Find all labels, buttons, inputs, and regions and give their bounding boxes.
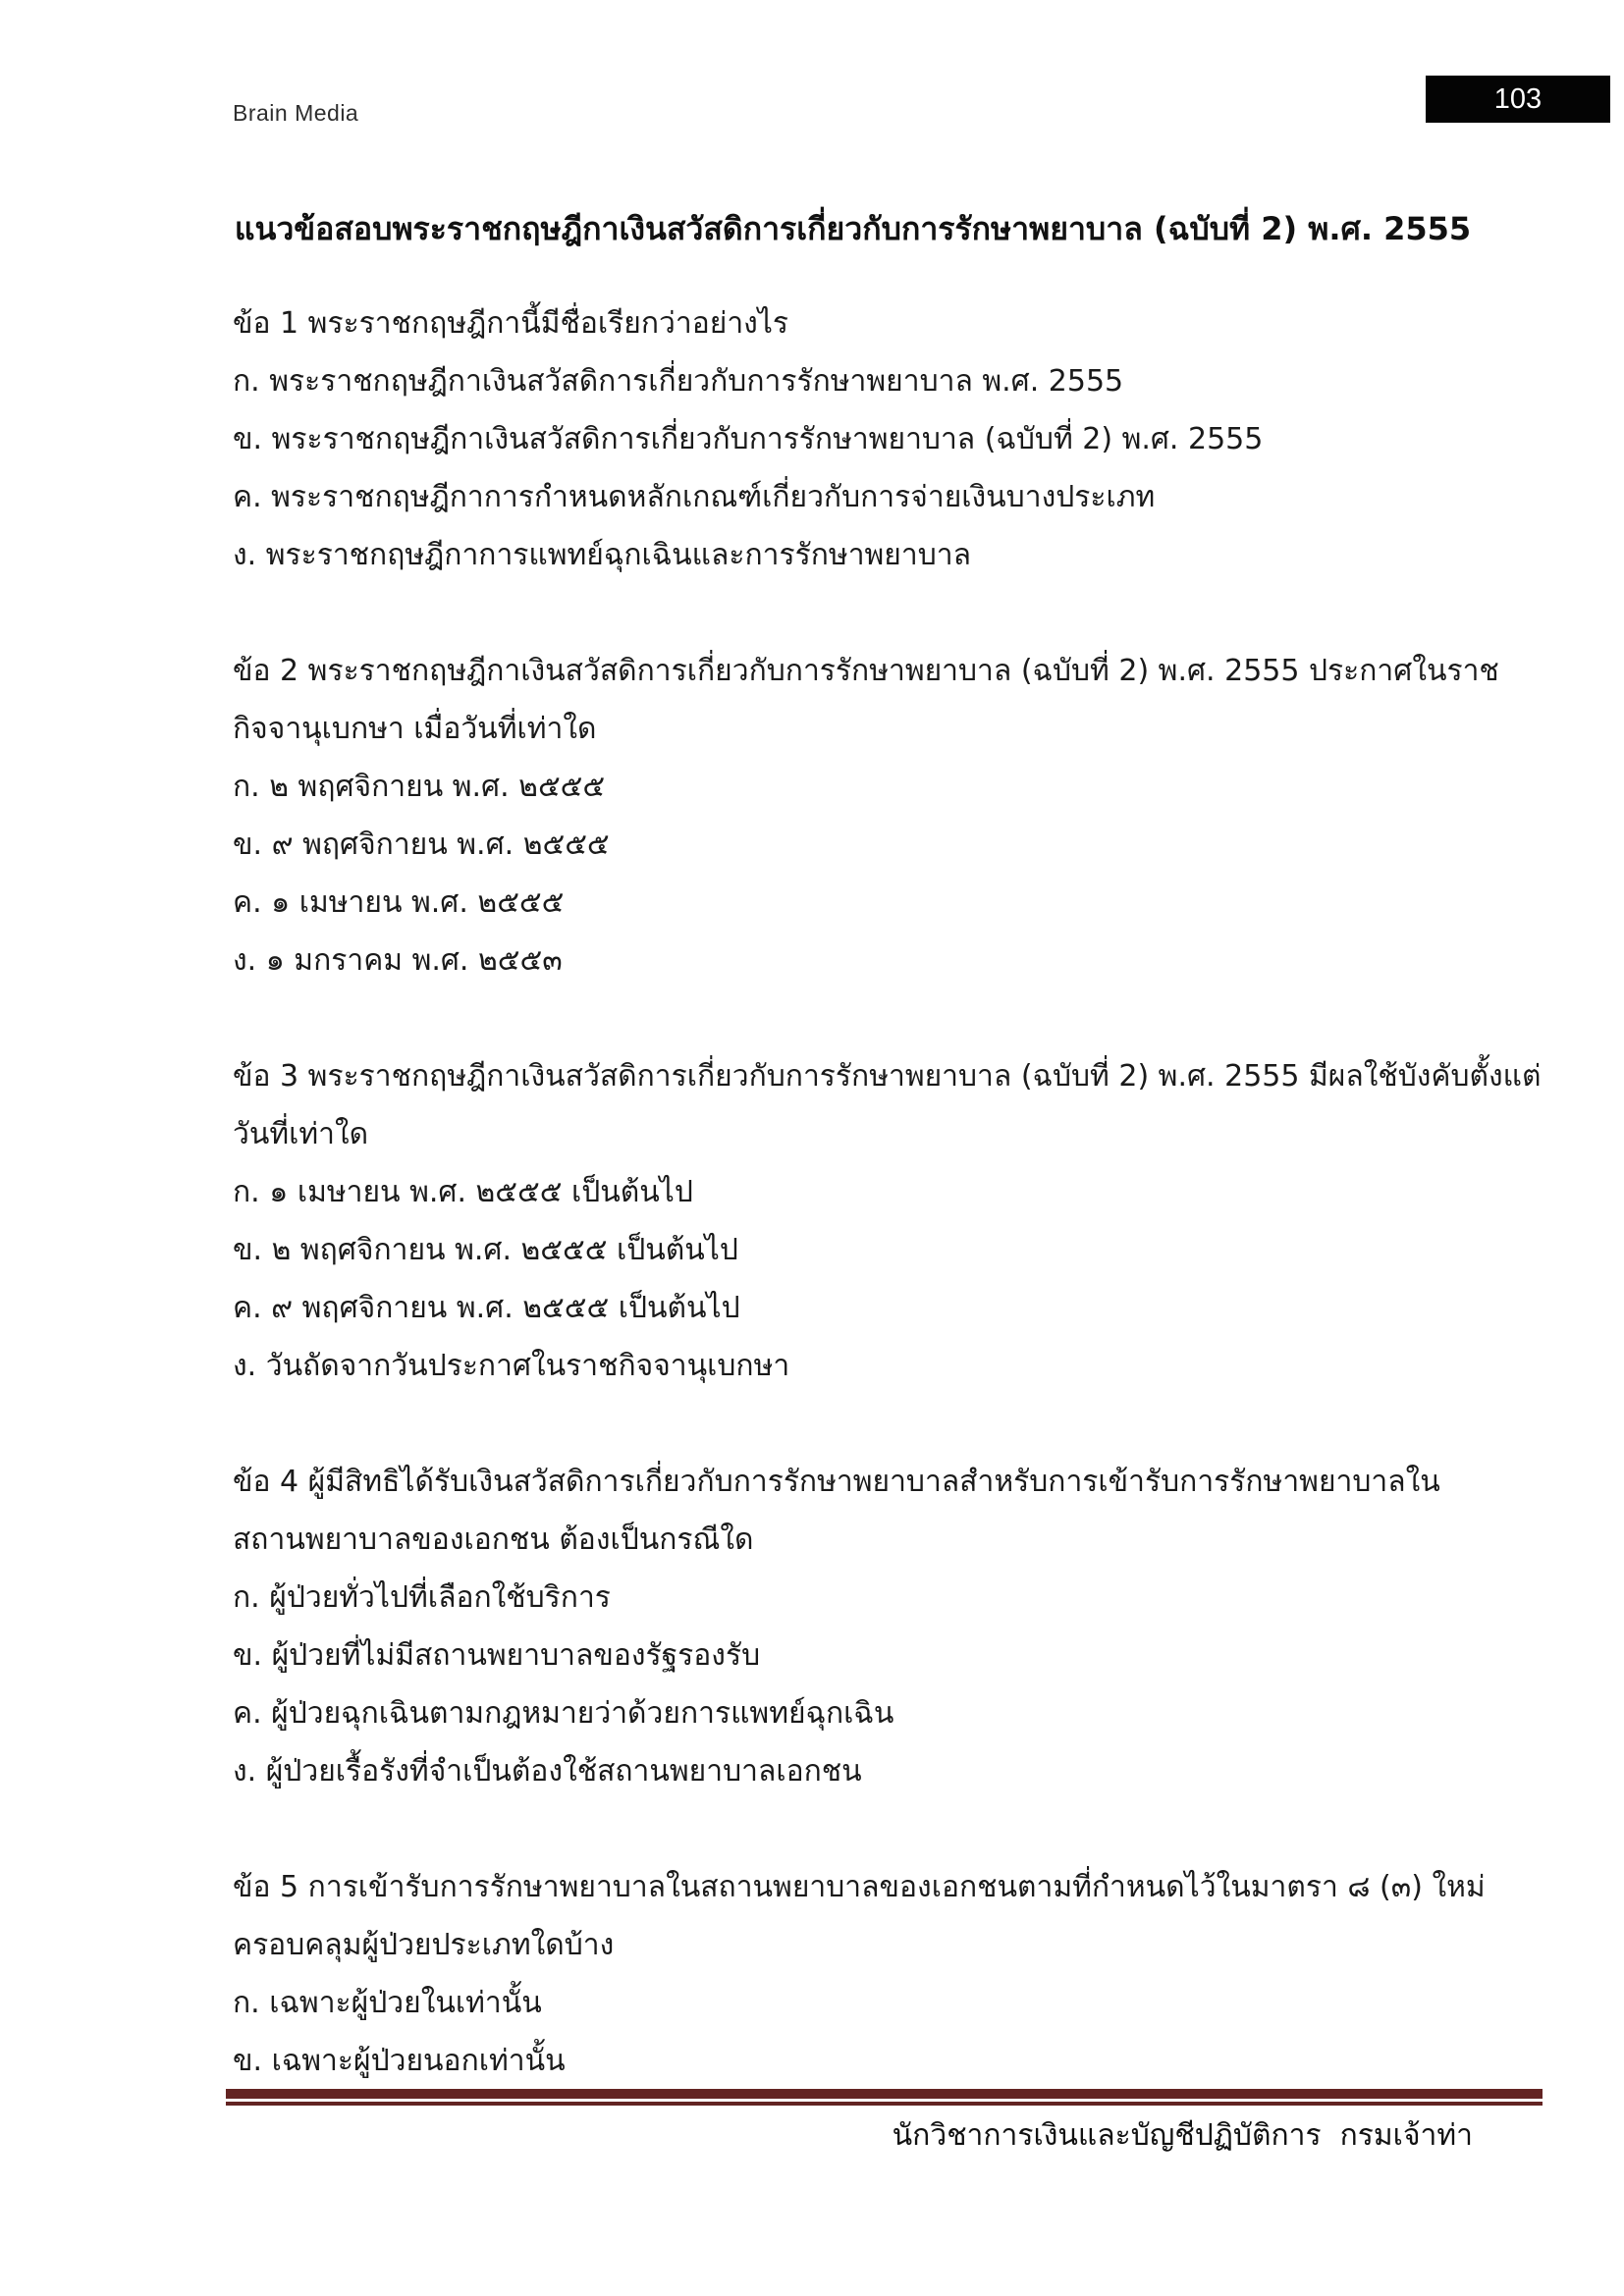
question-1-choice-d: ง. พระราชกฤษฎีกาการแพทย์ฉุกเฉินและการรักษาพยาบาล: [233, 538, 972, 572]
question-2-choice-c: ค. ๑ เมษายน พ.ศ. ๒๕๕๕: [233, 885, 565, 920]
question-4-text-line-2: สถานพยาบาลของเอกชน ต้องเป็นกรณีใด: [233, 1522, 754, 1557]
question-2-text-line-2: กิจจานุเบกษา เมื่อวันที่เท่าใด: [233, 712, 597, 746]
question-2-text-line-1: ข้อ 2 พระราชกฤษฎีกาเงินสวัสดิการเกี่ยวกับการรักษาพยาบาล (ฉบับที่ 2) พ.ศ. 2555 ประกาศในราช: [233, 654, 1499, 688]
footer-rule-thin-bar: [226, 2102, 1543, 2106]
spacer: [233, 989, 1509, 1047]
footer-credit: นักวิชาการเงินและบัญชีปฏิบัติการ กรมเจ้าท่า: [892, 2118, 1473, 2153]
footer-rule-thick-bar: [226, 2089, 1543, 2099]
question-4-text-line-1: ข้อ 4 ผู้มีสิทธิได้รับเงินสวัสดิการเกี่ยวกับการรักษาพยาบาลสำหรับการเข้ารับการรักษาพยาบาลใน: [233, 1465, 1440, 1499]
spacer: [233, 1395, 1509, 1453]
question-block-2: [233, 642, 1509, 989]
question-2-choice-a: ก. ๒ พฤศจิกายน พ.ศ. ๒๕๕๕: [233, 770, 606, 804]
question-block-4: [233, 1453, 1509, 1800]
question-1-text: ข้อ 1 พระราชกฤษฎีกานี้มีชื่อเรียกว่าอย่างไร: [233, 306, 789, 341]
question-list: [233, 294, 1542, 2090]
spacer: [233, 1800, 1509, 1858]
question-4-choice-c: ค. ผู้ป่วยฉุกเฉินตามกฎหมายว่าด้วยการแพทย์ฉุกเฉิน: [233, 1696, 894, 1731]
question-3-choice-a: ก. ๑ เมษายน พ.ศ. ๒๕๕๕ เป็นต้นไป: [233, 1175, 693, 1209]
question-1-choice-a: ก. พระราชกฤษฎีกาเงินสวัสดิการเกี่ยวกับการรักษาพยาบาล พ.ศ. 2555: [233, 364, 1124, 399]
brand-logo-text: Brain Media: [233, 100, 359, 126]
footer-rule: [226, 2089, 1543, 2106]
question-5-choice-a: ก. เฉพาะผู้ป่วยในเท่านั้น: [233, 1986, 542, 2020]
question-2-choice-d: ง. ๑ มกราคม พ.ศ. ๒๕๕๓: [233, 943, 563, 978]
page-number-badge: [1426, 76, 1610, 123]
question-1-choice-b: ข. พระราชกฤษฎีกาเงินสวัสดิการเกี่ยวกับการรักษาพยาบาล (ฉบับที่ 2) พ.ศ. 2555: [233, 422, 1264, 456]
question-1-choice-c: ค. พระราชกฤษฎีกาการกำหนดหลักเกณฑ์เกี่ยวกับการจ่ายเงินบางประเภท: [233, 480, 1156, 514]
question-3-text-line-2: วันที่เท่าใด: [233, 1117, 369, 1151]
question-block-3: [233, 1047, 1542, 1395]
question-block-1: [233, 294, 1509, 584]
question-4-choice-a: ก. ผู้ป่วยทั่วไปที่เลือกใช้บริการ: [233, 1580, 611, 1615]
spacer: [233, 584, 1509, 642]
question-2-choice-b: ข. ๙ พฤศจิกายน พ.ศ. ๒๕๕๕: [233, 828, 610, 862]
question-3-choice-d: ง. วันถัดจากวันประกาศในราชกิจจานุเบกษา: [233, 1349, 790, 1383]
question-4-choice-d: ง. ผู้ป่วยเรื้อรังที่จำเป็นต้องใช้สถานพยาบาลเอกชน: [233, 1754, 862, 1789]
question-3-text-line-1: ข้อ 3 พระราชกฤษฎีกาเงินสวัสดิการเกี่ยวกับการรักษาพยาบาล (ฉบับที่ 2) พ.ศ. 2555 มีผลใช้บังคับตั้งแต่: [233, 1059, 1542, 1094]
document-title: แนวข้อสอบพระราชกฤษฎีกาเงินสวัสดิการเกี่ยวกับการรักษาพยาบาล (ฉบับที่ 2) พ.ศ. 2555: [234, 210, 1472, 247]
question-4-choice-b: ข. ผู้ป่วยที่ไม่มีสถานพยาบาลของรัฐรองรับ: [233, 1638, 761, 1673]
question-3-choice-b: ข. ๒ พฤศจิกายน พ.ศ. ๒๕๕๕ เป็นต้นไป: [233, 1233, 738, 1267]
question-5-text-line-1: ข้อ 5 การเข้ารับการรักษาพยาบาลในสถานพยาบาลของเอกชนตามที่กำหนดไว้ในมาตรา ๘ (๓) ใหม่: [233, 1870, 1486, 1904]
question-3-choice-c: ค. ๙ พฤศจิกายน พ.ศ. ๒๕๕๕ เป็นต้นไป: [233, 1291, 740, 1325]
page-number: 103: [1493, 82, 1543, 115]
question-5-choice-b: ข. เฉพาะผู้ป่วยนอกเท่านั้น: [233, 2044, 566, 2078]
question-block-5: [233, 1858, 1509, 2090]
question-5-text-line-2: ครอบคลุมผู้ป่วยประเภทใดบ้าง: [233, 1928, 615, 1962]
